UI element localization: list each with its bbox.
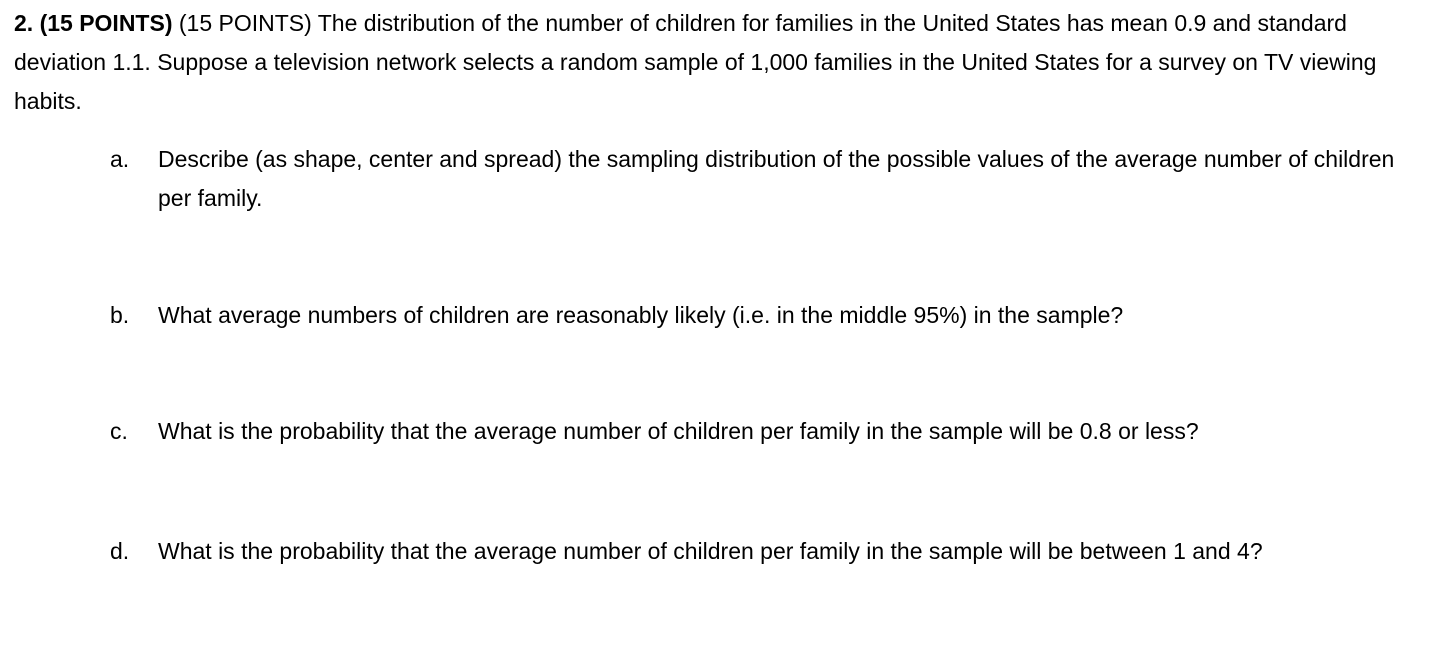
part-text: What is the probability that the average number of children per family in the sample will be 0.8 or less?	[158, 418, 1199, 444]
part-letter: d.	[110, 538, 130, 564]
part-text: What is the probability that the average number of children per family in the sample will be between 1 and 4?	[158, 538, 1263, 564]
part-text: What average numbers of children are reasonably likely (i.e. in the middle 95%) in the sample?	[158, 302, 1124, 328]
part-letter: a.	[110, 146, 130, 172]
part-text: Describe (as shape, center and spread) the sampling distribution of the possible values of the average number of children per family.	[158, 146, 1395, 211]
part-a	[110, 140, 1410, 218]
part-b	[110, 296, 1410, 335]
part-d	[110, 532, 1410, 571]
part-c	[110, 412, 1410, 451]
part-letter: b.	[110, 302, 130, 328]
question-text: (15 POINTS) The distribution of the number of children for families in the United States has mean 0.9 and standard deviation 1.1. Suppose a television network selects a random sample of 1,000 families in the United States for a survey on TV viewing habits.	[14, 10, 1377, 114]
question-number-points: 2. (15 POINTS)	[14, 10, 173, 36]
part-letter: c.	[110, 418, 128, 444]
question-2-intro	[14, 4, 1424, 121]
